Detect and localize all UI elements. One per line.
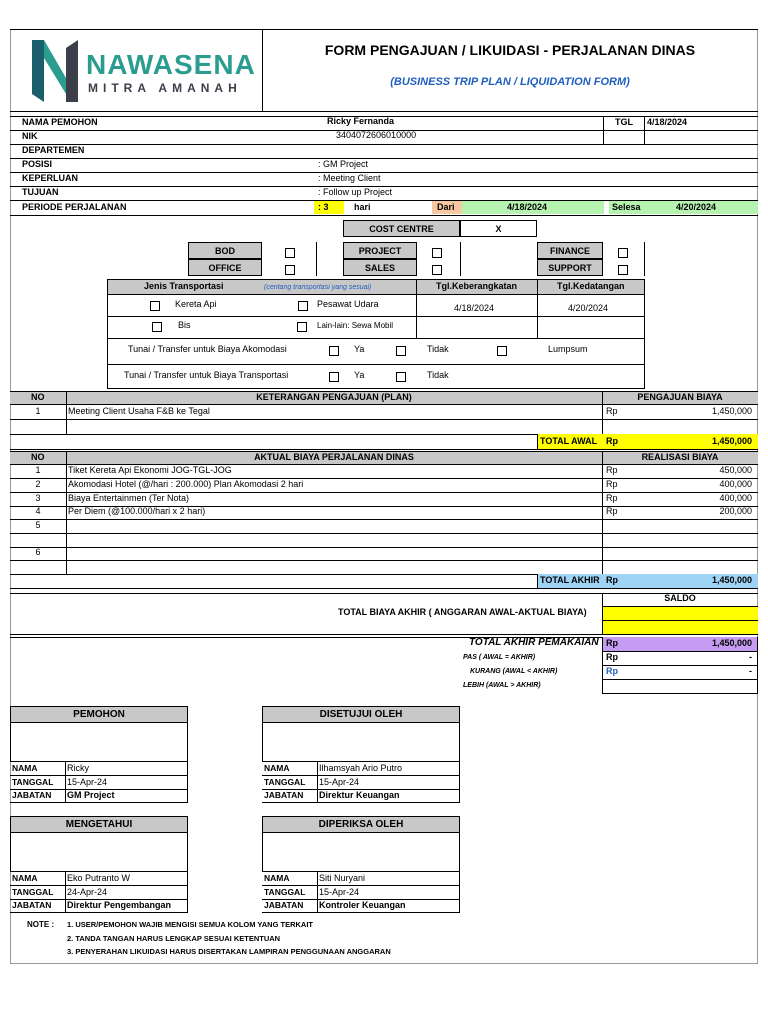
pas-label: PAS ( AWAL = AKHIR) — [463, 654, 536, 661]
akomodasi-tidak-label: Tidak — [427, 344, 449, 354]
lebih-label: LEBIH (AWAL > AKHIR) — [463, 682, 541, 689]
saldo-label: SALDO — [664, 593, 696, 603]
kurang-label: KURANG (AWAL < AKHIR) — [470, 668, 558, 675]
transport-header: Jenis Transportasi — [144, 281, 224, 291]
signature-box-disetujui[interactable] — [262, 706, 460, 762]
pas-value: - — [749, 652, 752, 662]
transportasi-label: Tunai / Transfer untuk Biaya Transportasi — [124, 370, 289, 380]
posisi-value[interactable]: : GM Project — [318, 159, 369, 169]
actual-row-no: 2 — [35, 479, 41, 489]
signature-title-pemohon: PEMOHON — [11, 707, 187, 723]
signature-box-diperiksa[interactable] — [262, 816, 460, 872]
transportasi-ya-checkbox[interactable] — [329, 372, 339, 382]
lain-checkbox[interactable] — [297, 322, 307, 332]
support-checkbox[interactable] — [618, 265, 628, 275]
kurang-cur: Rp — [606, 666, 618, 676]
selesa-value[interactable]: 4/20/2024 — [676, 202, 717, 212]
nik-value[interactable]: 3404072606010000 — [336, 130, 417, 140]
form-title: FORM PENGAJUAN / LIKUIDASI - PERJALANAN DINAS — [324, 42, 696, 58]
signature-tanggal-label: TANGGAL — [264, 776, 306, 787]
cost-centre-value[interactable]: X — [460, 220, 537, 237]
nik-label: NIK — [22, 131, 38, 141]
tgl-label: TGL — [615, 117, 633, 127]
signature-tanggal-label: TANGGAL — [12, 886, 54, 897]
actual-row-desc[interactable]: Per Diem (@100.000/hari x 2 hari) — [68, 506, 206, 516]
note-item-3: 3. PENYERAHAN LIKUIDASI HARUS DISERTAKAN LAMPIRAN PENGGUNAAN ANGGARAN — [67, 947, 391, 956]
plan-row-desc[interactable]: Meeting Client Usaha F&B ke Tegal — [68, 406, 210, 416]
actual-row-no: 5 — [35, 520, 41, 530]
akomodasi-tidak-checkbox[interactable] — [396, 346, 406, 356]
tgl-value[interactable]: 4/18/2024 — [647, 117, 688, 127]
office-checkbox[interactable] — [285, 265, 295, 275]
keberangkatan-value[interactable]: 4/18/2024 — [454, 303, 495, 313]
signature-nama-diperiksa[interactable]: Siti Nuryani — [319, 873, 366, 883]
plan-total-cur: Rp — [606, 436, 618, 446]
project-label: PROJECT — [343, 242, 417, 259]
actual-row-desc[interactable]: Biaya Entertainmen (Ter Nota) — [68, 493, 190, 503]
form-subtitle: (BUSINESS TRIP PLAN / LIQUIDATION FORM) — [390, 76, 630, 88]
bis-label: Bis — [178, 320, 191, 330]
signature-tanggal-diperiksa[interactable]: 15-Apr-24 — [319, 886, 360, 897]
transport-note: (centang transportasi yang sesuai) — [264, 284, 372, 291]
actual-amount-header: REALISASI BIAYA — [641, 452, 719, 462]
actual-row-cur: Rp — [606, 493, 618, 503]
actual-desc-header: AKTUAL BIAYA PERJALANAN DINAS — [254, 452, 414, 462]
akomodasi-ya-checkbox[interactable] — [329, 346, 339, 356]
kurang-value: - — [749, 666, 752, 676]
signature-jabatan-label: JABATAN — [264, 900, 304, 910]
bis-checkbox[interactable] — [152, 322, 162, 332]
actual-total-cur: Rp — [606, 575, 618, 585]
bod-label: BOD — [188, 242, 262, 259]
signature-nama-label: NAMA — [12, 763, 38, 773]
signature-jabatan-diperiksa[interactable]: Kontroler Keuangan — [319, 900, 406, 910]
plan-desc-header: KETERANGAN PENGAJUAN (PLAN) — [256, 392, 412, 402]
actual-total-value: 1,450,000 — [711, 575, 752, 585]
actual-total-label: TOTAL AKHIR — [540, 575, 600, 585]
periode-unit: hari — [354, 202, 371, 212]
signature-jabatan-label: JABATAN — [12, 790, 52, 800]
company-logo — [30, 38, 256, 106]
note-label: NOTE : — [27, 920, 55, 929]
kedatangan-value[interactable]: 4/20/2024 — [568, 303, 609, 313]
signature-tanggal-label: TANGGAL — [12, 776, 54, 787]
departemen-label: DEPARTEMEN — [22, 145, 85, 155]
signature-tanggal-mengetahui[interactable]: 24-Apr-24 — [67, 886, 108, 897]
signature-nama-disetujui[interactable]: Ilhamsyah Ario Putro — [319, 763, 403, 773]
signature-nama-label: NAMA — [12, 873, 38, 883]
note-item-1: 1. USER/PEMOHON WAJIB MENGISI SEMUA KOLOM YANG TERKAIT — [67, 920, 313, 929]
signature-jabatan-pemohon[interactable]: GM Project — [67, 790, 115, 800]
project-checkbox[interactable] — [432, 248, 442, 258]
keperluan-label: KEPERLUAN — [22, 173, 79, 183]
sales-checkbox[interactable] — [432, 265, 442, 275]
nawasena-logo-icon — [30, 38, 80, 104]
pemakaian-label: TOTAL AKHIR PEMAKAIAN — [469, 637, 599, 648]
actual-no-header: NO — [31, 452, 45, 462]
bod-checkbox[interactable] — [285, 248, 295, 258]
dari-value[interactable]: 4/18/2024 — [507, 202, 548, 212]
lumpsum-checkbox[interactable] — [497, 346, 507, 356]
pas-cur: Rp — [606, 652, 618, 662]
actual-row-amount[interactable]: 200,000 — [719, 506, 752, 516]
posisi-label: POSISI — [22, 159, 53, 169]
pemakaian-value: 1,450,000 — [711, 638, 752, 648]
periode-days[interactable]: : 3 — [318, 202, 329, 212]
office-label: OFFICE — [188, 259, 262, 276]
keperluan-value[interactable]: : Meeting Client — [318, 173, 381, 183]
nama-value[interactable]: Ricky Fernanda — [327, 116, 395, 126]
support-label: SUPPORT — [537, 259, 603, 276]
note-item-2: 2. TANDA TANGAN HARUS LENGKAP SESUAI KETENTUAN — [67, 934, 281, 943]
transportasi-tidak-checkbox[interactable] — [396, 372, 406, 382]
actual-row-desc[interactable]: Akomodasi Hotel (@/hari : 200.000) Plan Akomodasi 2 hari — [68, 479, 304, 489]
sales-label: SALES — [343, 259, 417, 276]
actual-row-no: 1 — [35, 465, 41, 475]
akomodasi-label: Tunai / Transfer untuk Biaya Akomodasi — [128, 344, 287, 354]
akomodasi-ya-label: Ya — [354, 344, 365, 354]
signature-tanggal-pemohon[interactable]: 15-Apr-24 — [67, 776, 108, 787]
actual-row-no: 6 — [35, 547, 41, 557]
actual-row-cur: Rp — [606, 506, 618, 516]
signature-nama-label: NAMA — [264, 763, 290, 773]
signature-box-mengetahui[interactable] — [10, 816, 188, 872]
company-tagline: MITRA AMANAH — [88, 81, 242, 95]
nama-label: NAMA PEMOHON — [22, 117, 98, 127]
actual-row-no: 3 — [35, 493, 41, 503]
lumpsum-label: Lumpsum — [548, 344, 588, 354]
actual-row-amount[interactable]: 400,000 — [719, 479, 752, 489]
signature-nama-mengetahui[interactable]: Eko Putranto W — [67, 873, 131, 883]
actual-row-no: 4 — [35, 506, 41, 516]
actual-row-cur: Rp — [606, 465, 618, 475]
signature-jabatan-mengetahui[interactable]: Direktur Pengembangan — [67, 900, 172, 910]
saldo-desc: TOTAL BIAYA AKHIR ( ANGGARAN AWAL-AKTUAL BIAYA) — [338, 607, 587, 617]
transportasi-ya-label: Ya — [354, 370, 365, 380]
kedatangan-label: Tgl.Kedatangan — [557, 281, 625, 291]
plan-no-header: NO — [31, 392, 45, 402]
signature-jabatan-disetujui[interactable]: Direktur Keuangan — [319, 790, 400, 800]
signature-jabatan-label: JABATAN — [264, 790, 304, 800]
signature-tanggal-label: TANGGAL — [264, 886, 306, 897]
company-name: NAWASENA — [86, 49, 256, 80]
kereta-label: Kereta Api — [175, 299, 217, 309]
selesa-label: Selesa — [612, 202, 641, 212]
signature-box-pemohon[interactable] — [10, 706, 188, 762]
plan-total-value: 1,450,000 — [711, 436, 752, 446]
plan-row-amount[interactable]: 1,450,000 — [711, 406, 752, 416]
actual-row-amount[interactable]: 450,000 — [719, 465, 752, 475]
pesawat-checkbox[interactable] — [298, 301, 308, 311]
signature-jabatan-label: JABATAN — [12, 900, 52, 910]
signature-tanggal-disetujui[interactable]: 15-Apr-24 — [319, 776, 360, 787]
plan-amount-header: PENGAJUAN BIAYA — [637, 392, 723, 402]
actual-row-cur: Rp — [606, 479, 618, 489]
finance-label: FINANCE — [537, 242, 603, 259]
keberangkatan-label: Tgl.Keberangkatan — [436, 281, 518, 291]
lain-label: Lain-lain: Sewa Mobil — [317, 321, 394, 330]
pemakaian-cur: Rp — [606, 638, 618, 648]
periode-label: PERIODE PERJALANAN — [22, 202, 127, 212]
transportasi-tidak-label: Tidak — [427, 370, 449, 380]
plan-total-label: TOTAL AWAL — [540, 436, 598, 446]
signature-nama-pemohon[interactable]: Ricky — [67, 763, 89, 773]
actual-row-desc[interactable]: Tiket Kereta Api Ekonomi JOG-TGL-JOG — [68, 465, 232, 475]
signature-title-disetujui: DISETUJUI OLEH — [263, 707, 459, 723]
cost-centre-label: COST CENTRE — [343, 220, 460, 237]
actual-row-amount[interactable]: 400,000 — [719, 493, 752, 503]
dari-label: Dari — [437, 202, 455, 212]
signature-title-mengetahui: MENGETAHUI — [11, 817, 187, 833]
plan-row-no: 1 — [35, 406, 41, 416]
finance-checkbox[interactable] — [618, 248, 628, 258]
tujuan-label: TUJUAN — [22, 187, 59, 197]
signature-title-diperiksa: DIPERIKSA OLEH — [263, 817, 459, 833]
tujuan-value[interactable]: : Follow up Project — [318, 187, 393, 197]
signature-nama-label: NAMA — [264, 873, 290, 883]
kereta-checkbox[interactable] — [150, 301, 160, 311]
pesawat-label: Pesawat Udara — [317, 299, 379, 309]
plan-row-cur: Rp — [606, 406, 618, 416]
